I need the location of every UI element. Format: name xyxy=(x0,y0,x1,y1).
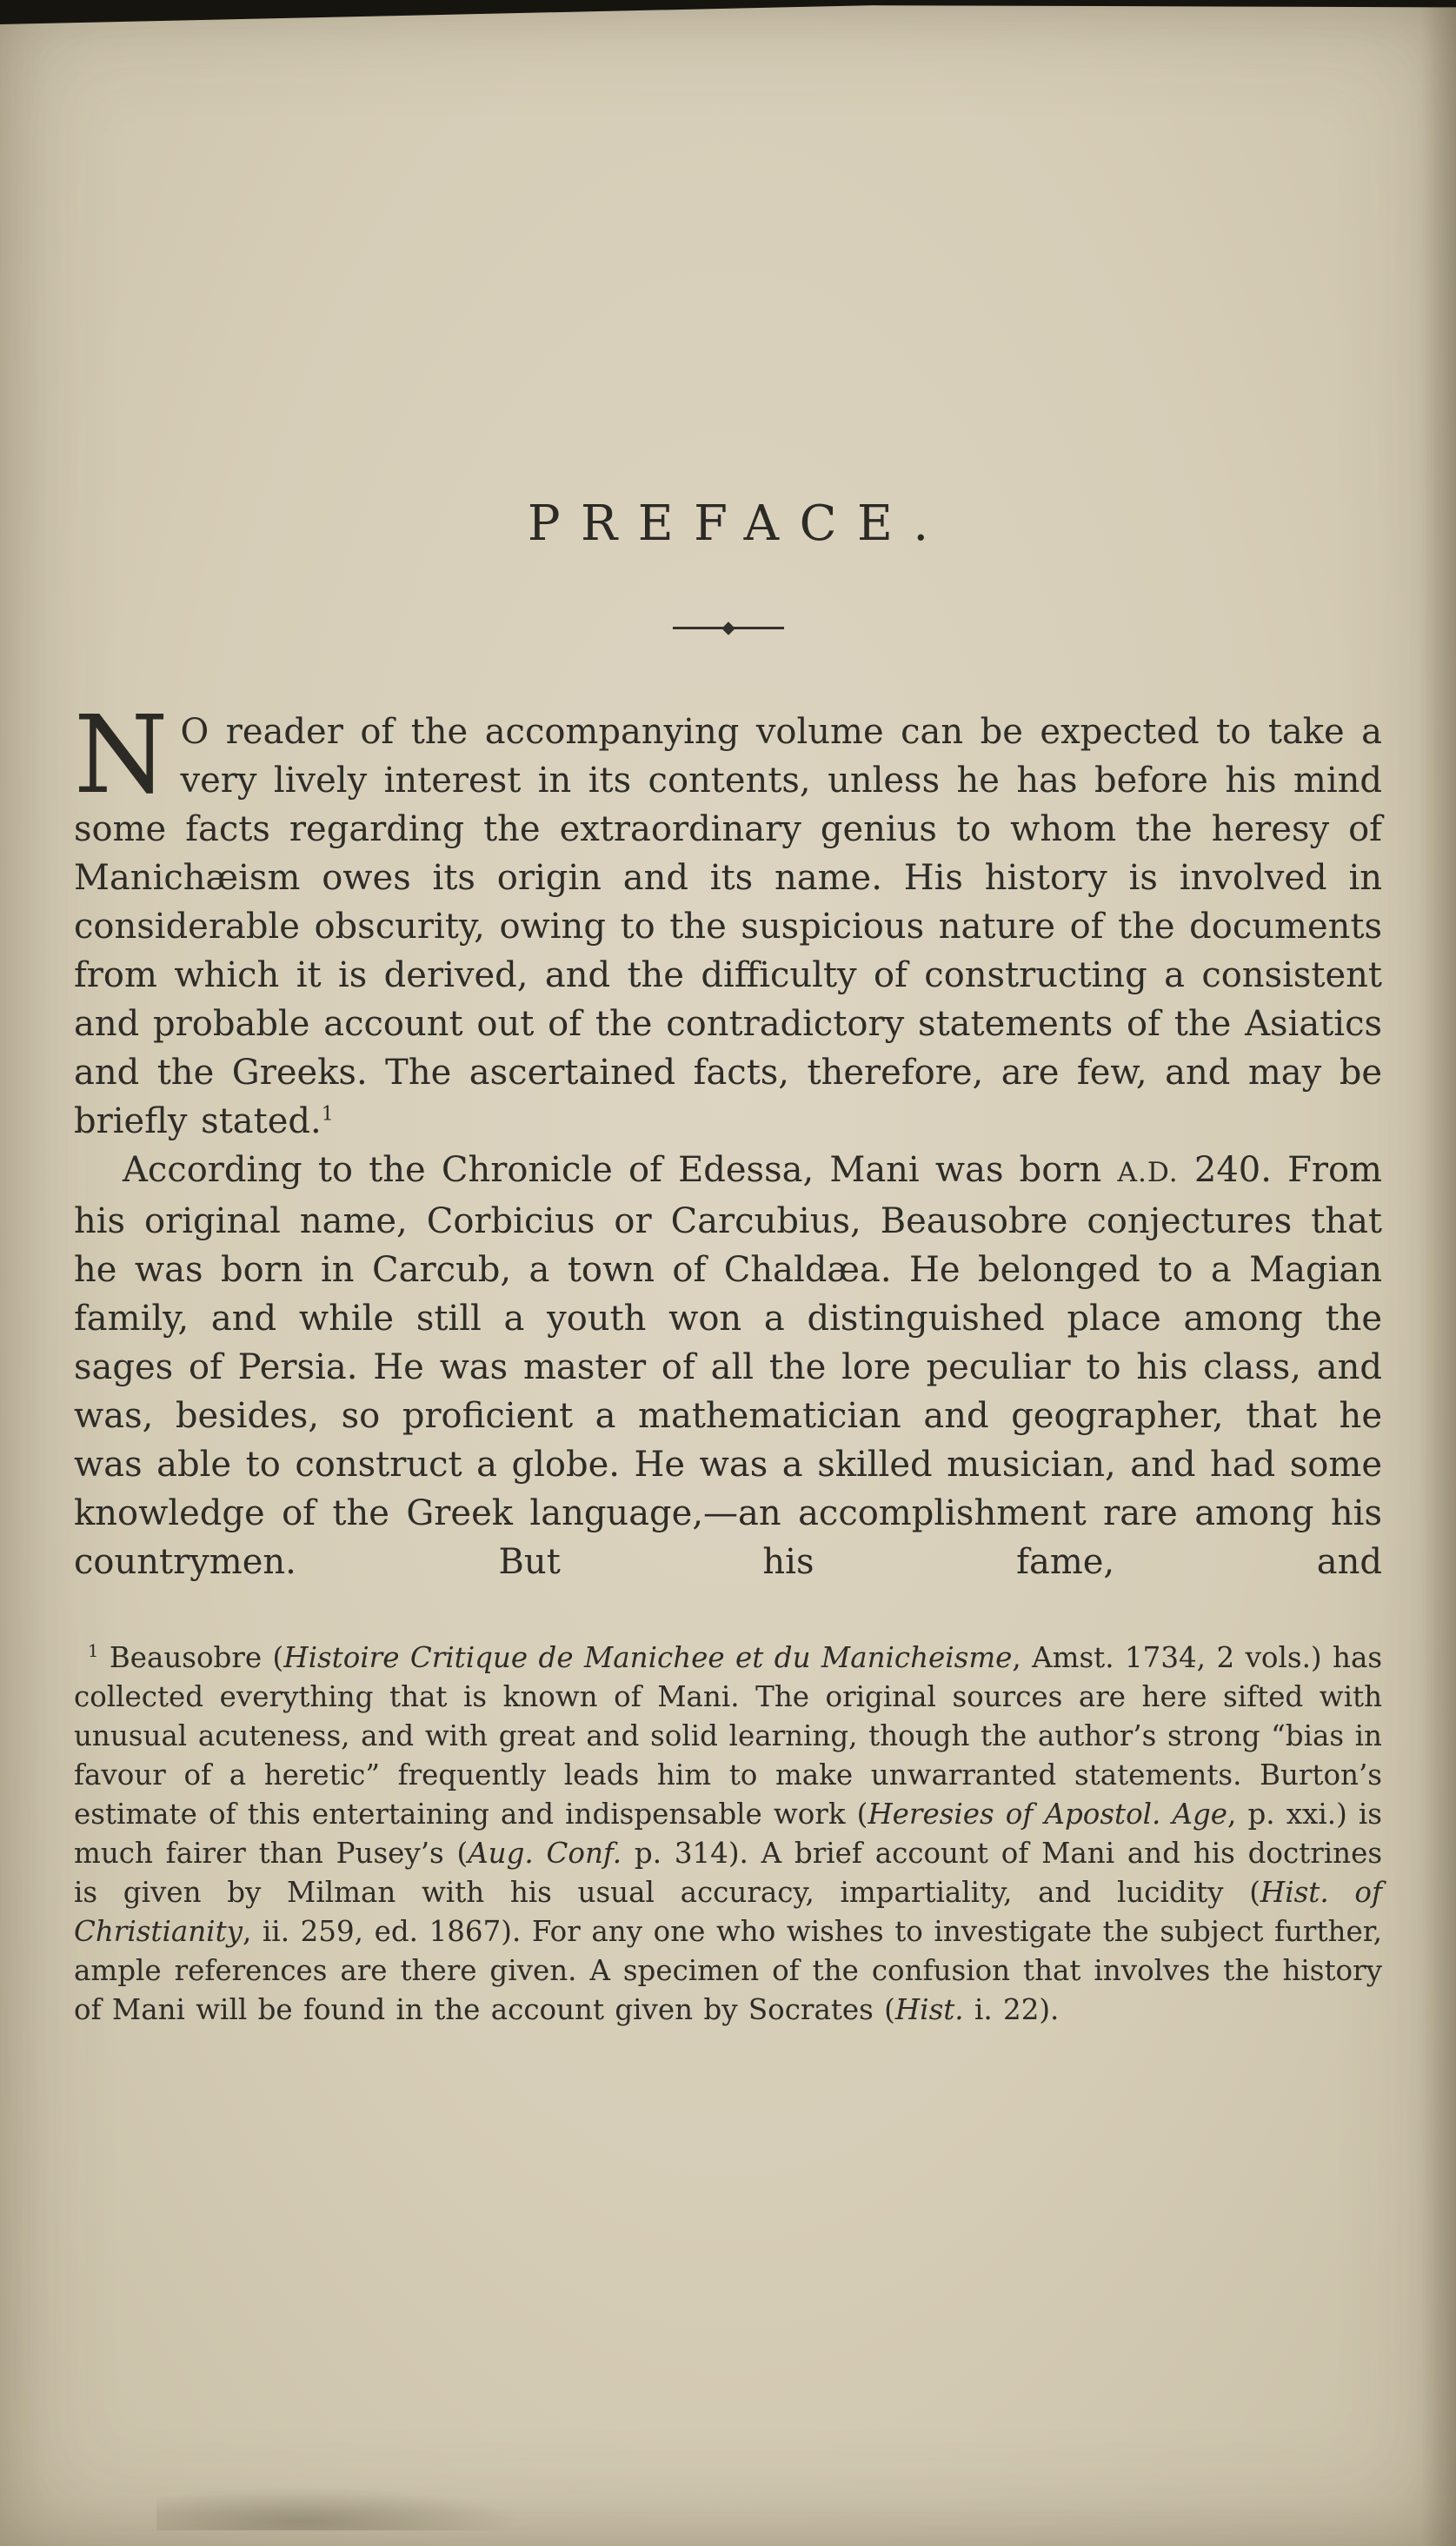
footnote xyxy=(74,1639,1382,2030)
footnote-reference: 1 xyxy=(321,1103,334,1126)
footnote-segment-italic: Hist. xyxy=(894,1993,964,2026)
footnote-segment-italic: Hist. of Christianity xyxy=(74,1876,1382,1948)
paragraph-1 xyxy=(74,693,1382,1146)
scan-edge-right xyxy=(1421,0,1456,2546)
footnote-segment: , ii. 259, ed. 1867). For any one who wishes to investigate the subject further, ample references are there given. A specimen of the confusion that involves the history of Mani will be found in the account given by Socrates ( xyxy=(74,1915,1382,2026)
footnote-segment-italic: Histoire Critique de Manichee et du Manicheisme xyxy=(283,1641,1013,1674)
section-divider xyxy=(673,627,784,629)
footnote-segment-italic: Aug. Conf. xyxy=(468,1837,622,1870)
page-title: PREFACE. xyxy=(527,495,949,552)
footnote-segment: Beausobre ( xyxy=(98,1641,284,1674)
footnote-segment: i. 22). xyxy=(963,1993,1060,2026)
paragraph-2-text-a: According to the Chronicle of Edessa, Mani was born xyxy=(123,1150,1118,1190)
paragraph-2 xyxy=(74,1146,1382,1586)
footnote-marker: 1 xyxy=(88,1641,99,1662)
body-text xyxy=(74,693,1382,1586)
footnote-segment: p. 314). A brief account of Mani and his doctrines is given by Milman with his usual accuracy, impartiality, and lucidity ( xyxy=(74,1837,1383,1909)
footnote-segment: , Amst. 1734, 2 vols.) has collected everything that is known of Mani. The original sources are here sifted with unusual acuteness, and with great and solid learning, though the author’s strong “bias in favour of a heretic” frequently leads him to make unwarranted statements. Burton’s estimate of this entertaining and indispensable work ( xyxy=(74,1641,1382,1831)
small-caps-ad: A.D. xyxy=(1117,1157,1179,1188)
paragraph-1-text: O reader of the accompanying volume can be expected to take a very lively interest in its contents, unless he has before his mind some facts regarding the extraordinary genius to whom the heresy of Manichæism owes its origin and its name. His history is involved in considerable obscurity, owing to the suspicious nature of the documents from which it is derived, and the difficulty of constructing a consistent and probable account out of the contradictory statements of the Asiatics and the Greeks. The ascertained facts, therefore, are few, and may be briefly stated. xyxy=(74,712,1382,1141)
paragraph-2-text-b: 240. From his original name, Corbicius or Carcubius, Beausobre conjectures that he was born in Carcub, a town of Chaldæa. He belonged to a Magian family, and while still a youth won a distinguished place among the sages of Persia. He was master of all the lore peculiar to his class, and was, besides, so proficient a mathematician and geographer, that he was able to construct a globe. He was a skilled musician, and had some knowledge of the Greek language,—an accomplishment rare among his countrymen. But his fame, and xyxy=(74,1150,1382,1582)
scan-smudge-bottom xyxy=(156,2487,522,2530)
footnote-segment-italic: Heresies of Apostol. Age xyxy=(868,1798,1228,1831)
drop-cap: N xyxy=(74,693,169,818)
diamond-ornament xyxy=(721,622,735,635)
footnote-segment: , p. xxi.) is much fairer than Pusey’s ( xyxy=(74,1798,1382,1870)
page-content xyxy=(74,0,1382,2030)
